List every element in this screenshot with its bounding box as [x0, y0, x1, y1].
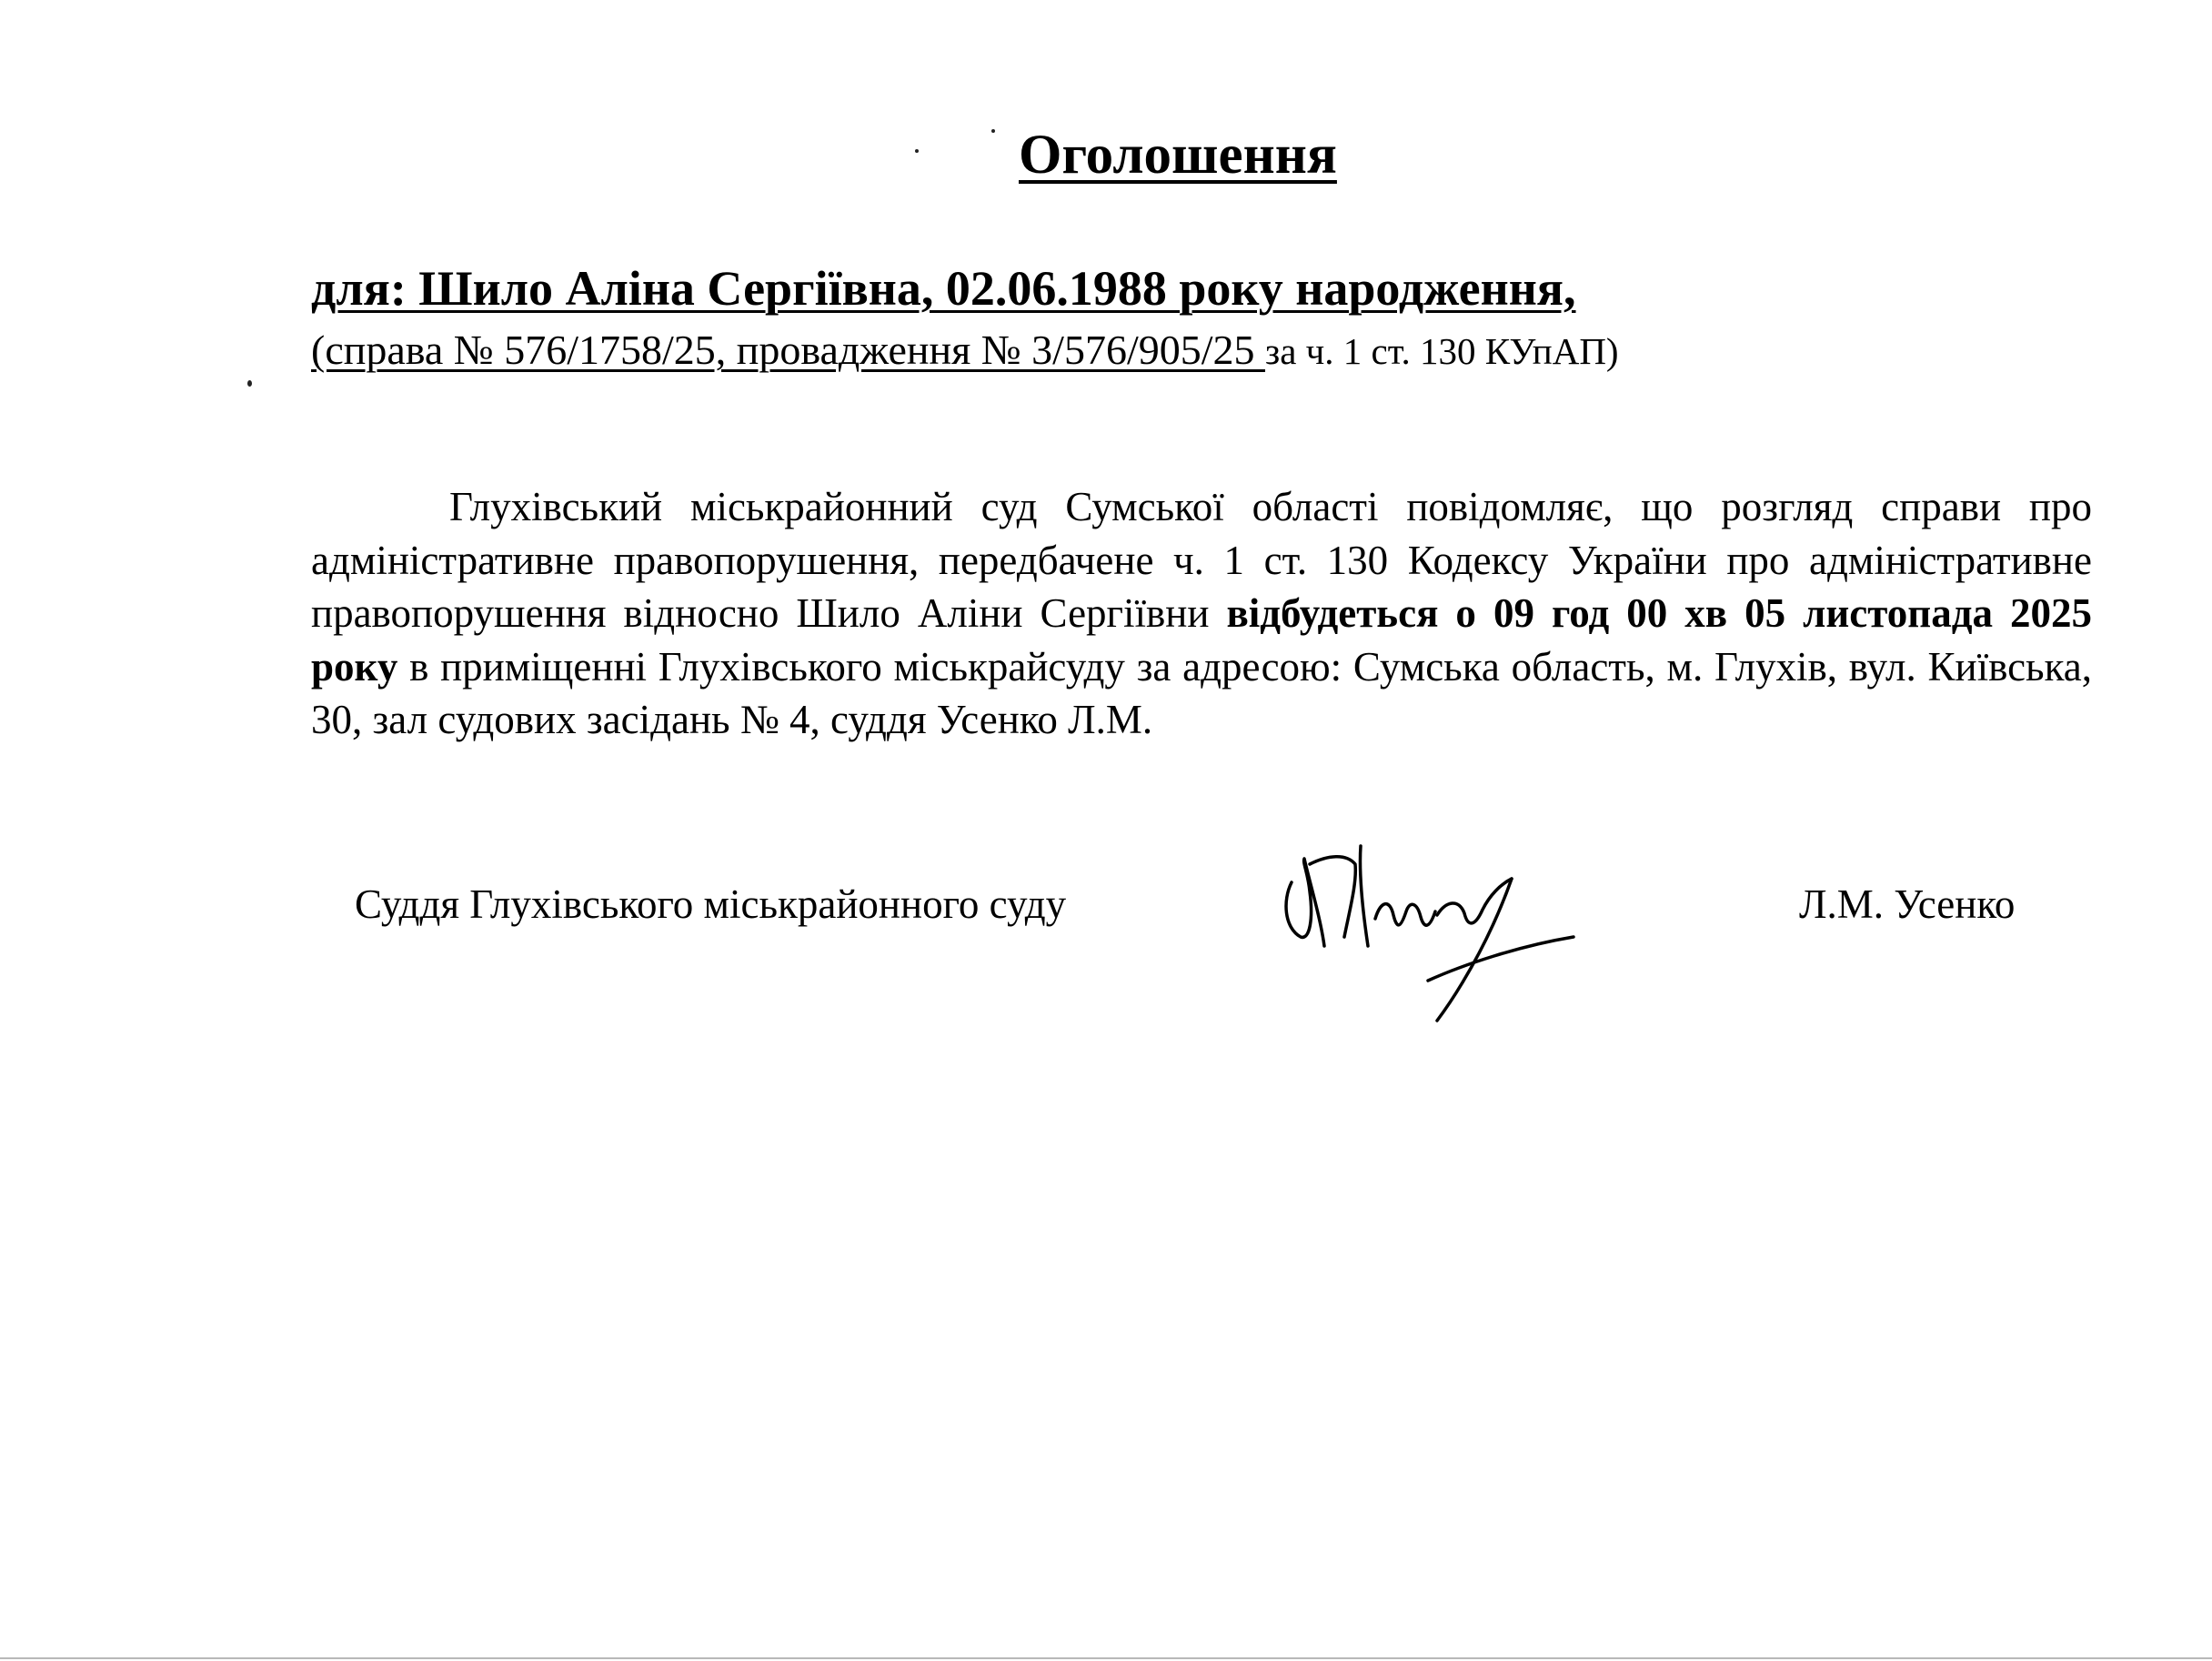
signer-role: Суддя Глухівського міськрайонного суду	[355, 881, 1067, 927]
case-number: (справа № 576/1758/25, провадження № 3/576/905/25	[311, 327, 1266, 373]
handwritten-signature	[1273, 828, 1601, 1037]
addressee-line: для: Шило Аліна Сергіївна, 02.06.1988 року народження,	[311, 261, 1576, 316]
announcement-title: Оголошення	[1019, 125, 1337, 186]
notice-body	[311, 480, 2092, 747]
body-text-part-2: в приміщенні Глухівського міськрайсуду за адресою: Сумська область, м. Глухів, вул. Київська, 30, зал судових засідань № 4, суддя Усенко Л.М.	[311, 643, 2092, 742]
scan-speck	[915, 149, 919, 153]
case-article: за ч. 1 ст. 130 КУпАП)	[1265, 330, 1619, 372]
case-reference-line	[311, 326, 1619, 374]
body-text-part-1: Глухівський міськрайонний суд Сумської області повідомляє, що розгляд справи про адміністративне правопорушення, передбачене ч. 1 ст. 130 Кодексу України про адміністративне правопорушення відносно Шило Аліни Сергіївни	[311, 484, 2092, 636]
signer-name: Л.М. Усенко	[1799, 881, 2016, 927]
hearing-datetime: відбудеться о 09 год 00 хв 05 листопада 2025 року	[311, 590, 2092, 690]
scan-speck	[991, 129, 995, 133]
scan-edge-line	[0, 1657, 2212, 1659]
scan-speck	[247, 380, 252, 387]
